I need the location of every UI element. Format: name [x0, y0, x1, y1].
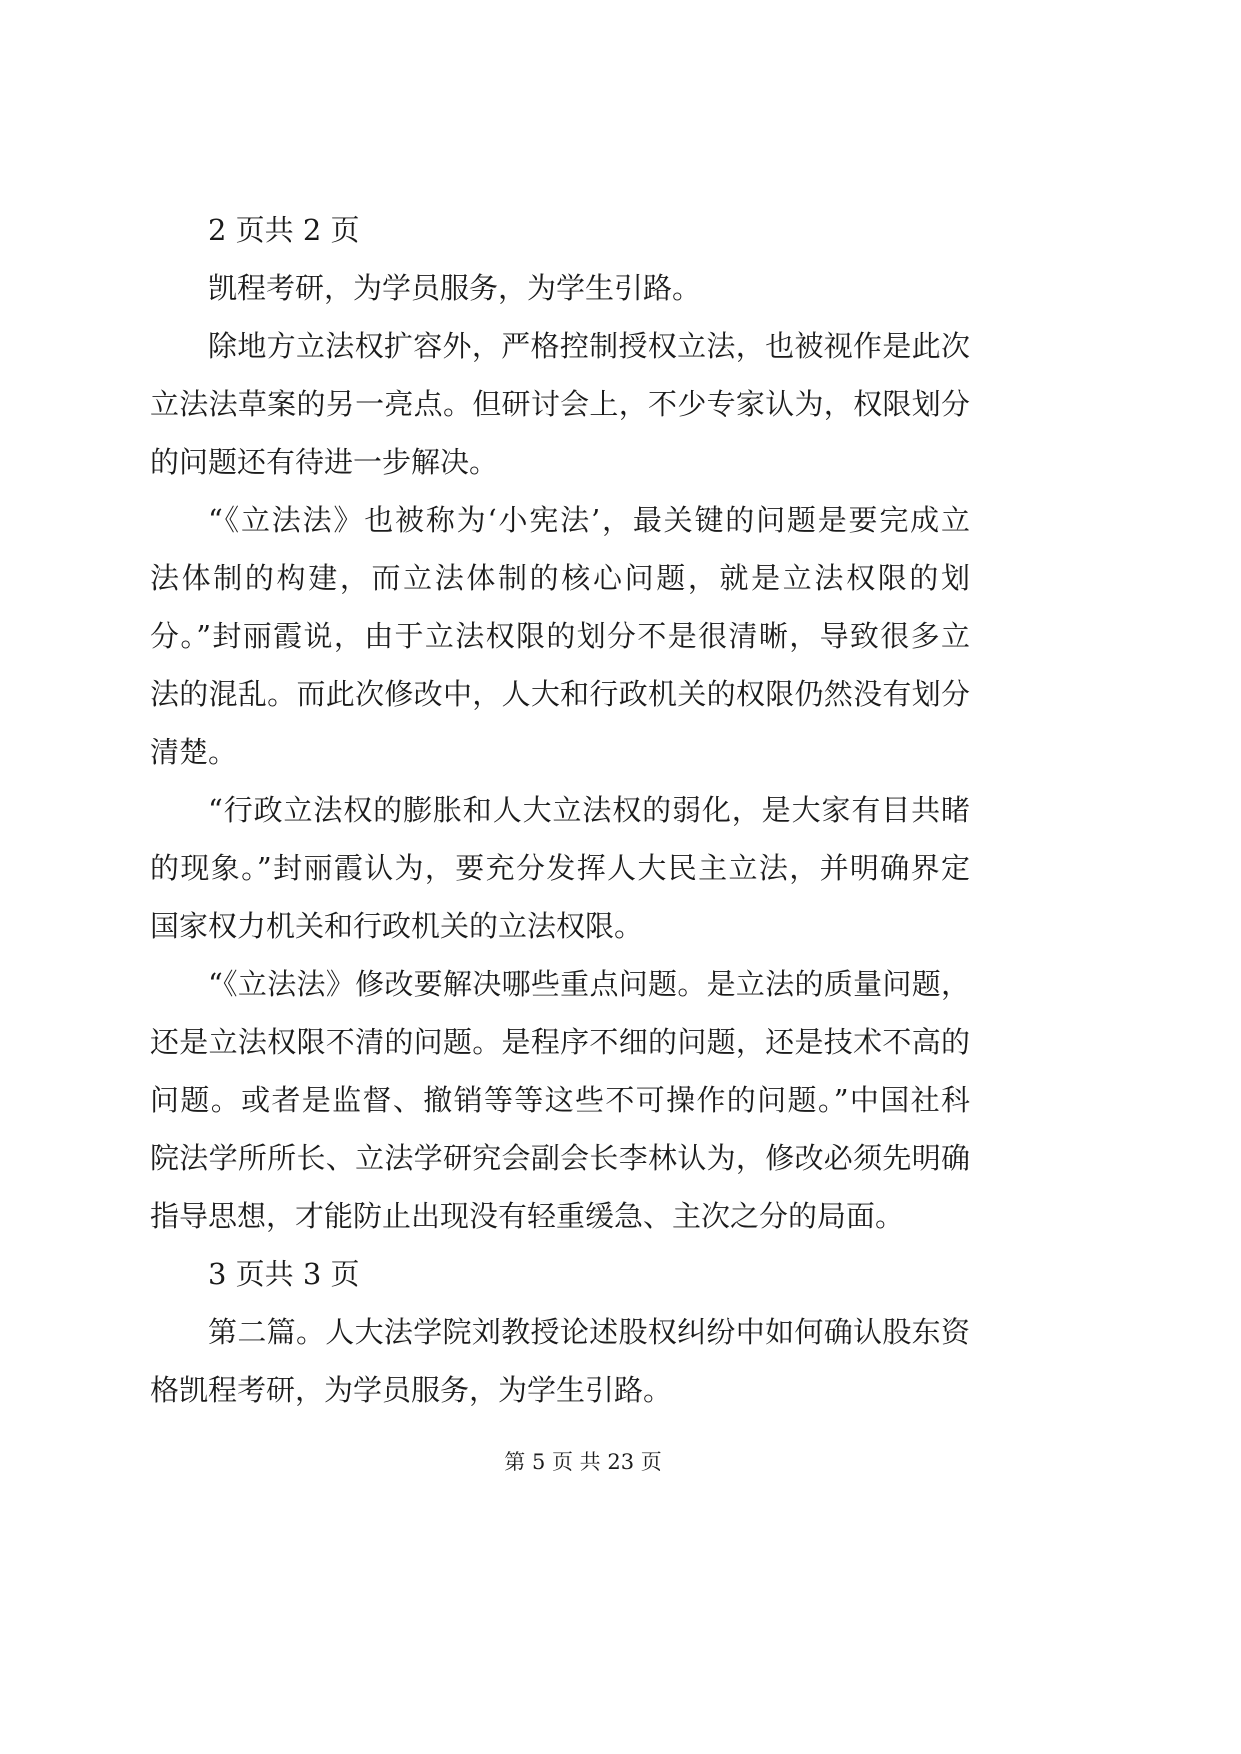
paragraph-line: 问题。或者是监督、撤销等等这些不可操作的问题。”中国社科	[150, 1083, 970, 1117]
page-marker	[150, 1245, 970, 1303]
paragraph-line: 分。”封丽霞说，由于立法权限的划分不是很清晰，导致很多立	[150, 619, 970, 653]
paragraph	[150, 317, 970, 491]
paragraph-line: “《立法法》修改要解决哪些重点问题。是立法的质量问题，	[208, 967, 970, 1001]
paragraph-line: 还是立法权限不清的问题。是程序不细的问题，还是技术不高的	[150, 1025, 970, 1059]
paragraph-line: 立法法草案的另一亮点。但研讨会上，不少专家认为，权限划分	[150, 387, 970, 421]
paragraph-line: 法的混乱。而此次修改中，人大和行政机关的权限仍然没有划分	[150, 677, 970, 711]
paragraph	[150, 491, 970, 781]
document-body	[150, 201, 970, 1419]
paragraph-line: 指导思想，才能防止出现没有轻重缓急、主次之分的局面。	[150, 1199, 905, 1233]
paragraph-line: 2 页共 2 页	[208, 213, 360, 247]
paragraph-line: “《立法法》也被称为‘小宪法’，最关键的问题是要完成立	[208, 503, 970, 537]
paragraph-line: 除地方立法权扩容外，严格控制授权立法，也被视作是此次	[208, 329, 970, 363]
paragraph-line: 院法学所所长、立法学研究会副会长李林认为，修改必须先明确	[150, 1141, 970, 1175]
paragraph-line: 第二篇。人大法学院刘教授论述股权纠纷中如何确认股东资	[208, 1315, 970, 1349]
paragraph	[150, 259, 970, 317]
paragraph-line: 凯程考研，为学员服务，为学生引路。	[208, 271, 702, 305]
paragraph	[150, 1303, 970, 1419]
paragraph	[150, 781, 970, 955]
paragraph-line: 的现象。”封丽霞认为，要充分发挥人大民主立法，并明确界定	[150, 851, 970, 885]
paragraph-line: 法体制的构建，而立法体制的核心问题，就是立法权限的划	[150, 561, 970, 595]
paragraph	[150, 955, 970, 1245]
paragraph-line: 的问题还有待进一步解决。	[150, 445, 499, 479]
page-footer: 第 5 页 共 23 页	[504, 1450, 662, 1474]
paragraph-line: 国家权力机关和行政机关的立法权限。	[150, 909, 644, 943]
paragraph-line: “行政立法权的膨胀和人大立法权的弱化，是大家有目共睹	[208, 793, 970, 827]
page-marker	[150, 201, 970, 259]
paragraph-line: 清楚。	[150, 735, 238, 769]
paragraph-line: 3 页共 3 页	[208, 1257, 360, 1291]
paragraph-line: 格凯程考研，为学员服务，为学生引路。	[150, 1373, 673, 1407]
